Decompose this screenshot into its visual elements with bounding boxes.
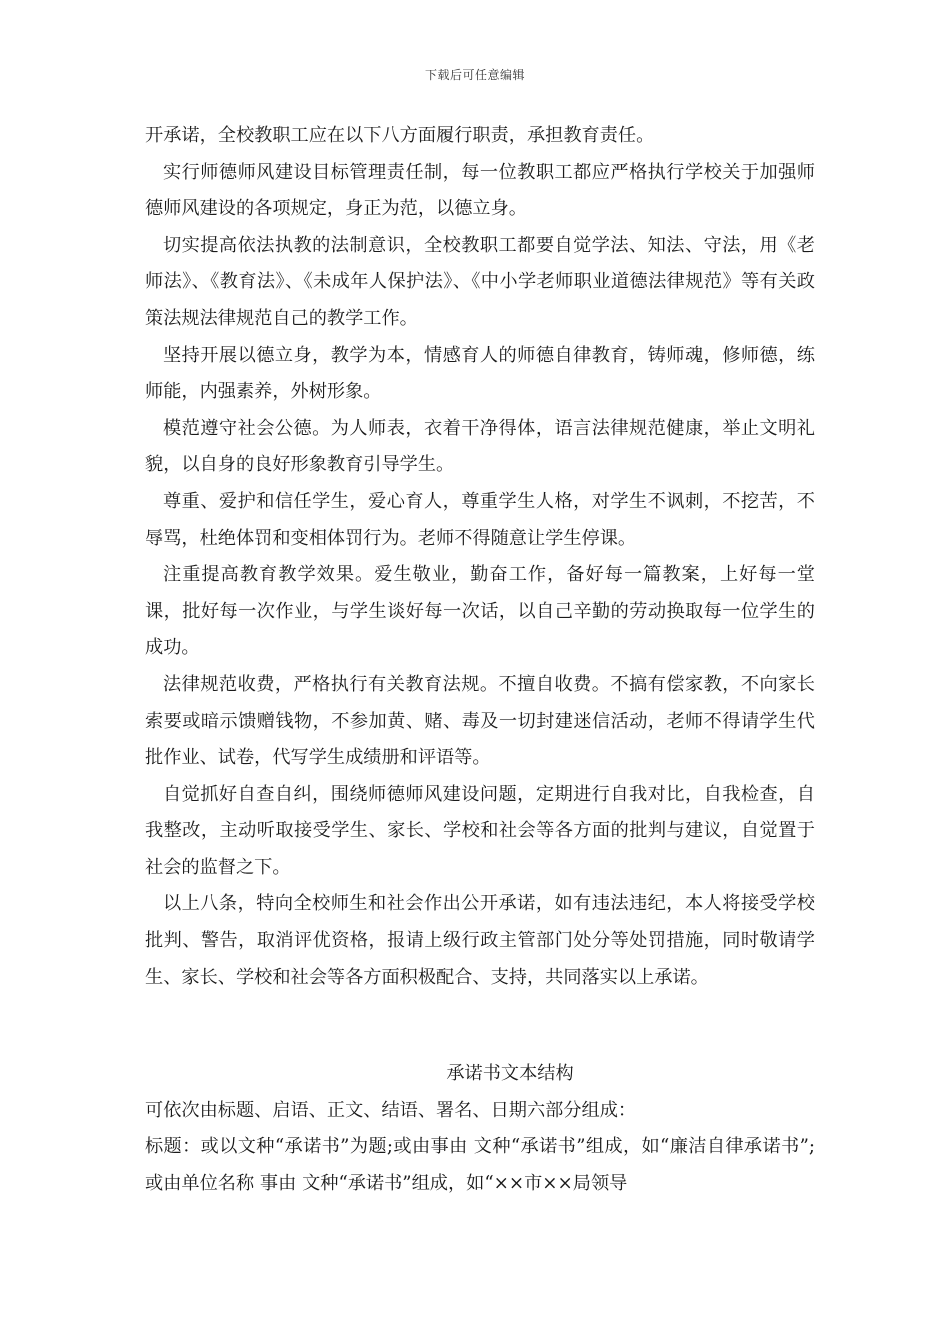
paragraph-item-3: 坚持开展以德立身，教学为本，情感育人的师德自律教育，铸师魂，修师德，练师能，内强素养，外树形象。: [145, 344, 815, 403]
paragraph-item-2: 切实提高依法执教的法制意识，全校教职工都要自觉学法、知法、守法，用《老师法》、《教育法》、《未成年人保护法》、《中小学老师职业道德法律规范》等有关政策法规法律规范自己的教学工作。: [145, 234, 815, 329]
paragraph-item-7: 法律规范收费，严格执行有关教育法规。不擅自收费。不搞有偿家教，不向家长索要或暗示馈赠钱物，不参加黄、赌、毒及一切封建迷信活动，老师不得请学生代批作业、试卷，代写学生成绩册和评语等。: [145, 673, 815, 769]
paragraph-item-4: 模范遵守社会公德。为人师表，衣着干净得体，语言法律规范健康，举止文明礼貌，以自身的良好形象教育引导学生。: [145, 417, 815, 476]
paragraph-item-6: 注重提高教育教学效果。爱生敬业，勤奋工作，备好每一篇教案，上好每一堂课，批好每一次作业，与学生谈好每一次话，以自己辛勤的劳动换取每一位学生的成功。: [145, 564, 815, 659]
paragraph-item-1: 实行师德师风建设目标管理责任制，每一位教职工都应严格执行学校关于加强师德师风建设的各项规定，身正为范，以德立身。: [145, 161, 815, 220]
header-note: 下载后可任意编辑: [424, 68, 525, 82]
section-title: 承诺书文本结构: [446, 1063, 574, 1084]
paragraph-item-5: 尊重、爱护和信任学生，爱心育人，尊重学生人格，对学生不讽刺，不挖苦，不辱骂，杜绝体罚和变相体罚行为。老师不得随意让学生停课。: [145, 490, 815, 549]
paragraph-item-8: 自觉抓好自查自纠，围绕师德师风建设问题，定期进行自我对比，自我检查，自我整改，主动听取接受学生、家长、学校和社会等各方面的批判与建议，自觉置于社会的监督之下。: [145, 783, 815, 878]
body-text: [145, 118, 815, 996]
paragraph-opening: 开承诺，全校教职工应在以下八方面履行职责，承担教育责任。: [145, 125, 655, 146]
paragraph-closing: 以上八条，特向全校师生和社会作出公开承诺，如有违法违纪，本人将接受学校批判、警告，取消评优资格，报请上级行政主管部门处分等处罚措施，同时敬请学生、家长、学校和社会等各方面积极配合、支持，共同落实以上承诺。: [145, 893, 815, 988]
structure-section: [145, 1056, 815, 1202]
section-title-rule: 标题：或以文种“承诺书”为题;或由事由 文种“承诺书”组成，如“廉洁自律承诺书”;或由单位名称 事由 文种“承诺书”组成，如“××市××局领导: [145, 1136, 815, 1194]
section-intro: 可依次由标题、启语、正文、结语、署名、日期六部分组成：: [145, 1099, 637, 1121]
